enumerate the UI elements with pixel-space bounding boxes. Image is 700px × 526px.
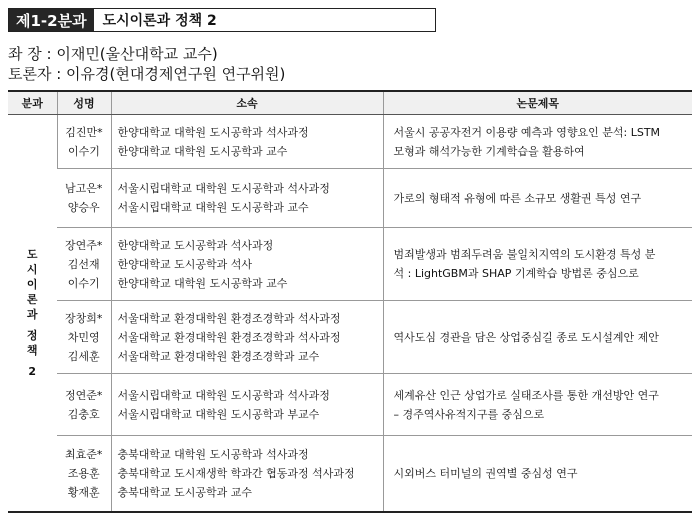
- session-char: 책: [26, 343, 38, 357]
- affiliation: 서울대학교 환경대학원 환경조경학과 석사과정: [117, 330, 341, 344]
- header-affiliation: 소속: [111, 91, 383, 115]
- author-name: 김선재: [67, 257, 100, 271]
- author-name: 남고은*: [65, 182, 103, 195]
- session-char: 론: [26, 292, 38, 306]
- paper-title-line: 가로의 형태적 유형에 따른 소규모 생활권 특성 연구: [393, 191, 642, 205]
- table-row: [8, 228, 692, 301]
- author-name: 김진만*: [65, 125, 103, 139]
- paper-title-line: 서울시 공공자전거 이용량 예측과 영향요인 분석: LSTM: [393, 125, 661, 139]
- author-names: [57, 115, 111, 169]
- table-row: [8, 301, 692, 374]
- paper-title: [383, 169, 692, 228]
- affiliations: [111, 436, 383, 512]
- table-row: [8, 115, 692, 169]
- chair-line: 좌 장 : 이재민(울산대학교 교수): [8, 45, 218, 63]
- author-names: [57, 228, 111, 301]
- affiliation: 서울시립대학교 대학원 도시공학과 교수: [117, 201, 309, 214]
- author-name: 차민영: [67, 330, 100, 344]
- author-name: 김세훈: [67, 349, 100, 363]
- author-names: [57, 169, 111, 228]
- header-name: 성명: [57, 91, 111, 115]
- paper-title: [383, 301, 692, 374]
- session-char: 과: [26, 307, 38, 321]
- affiliation: 한양대학교 대학원 도시공학과 교수: [117, 276, 288, 290]
- author-name: 황재훈: [67, 485, 100, 499]
- affiliation: 서울대학교 환경대학원 환경조경학과 석사과정: [117, 311, 341, 325]
- author-name: 장연주*: [65, 238, 103, 252]
- table-row: [8, 169, 692, 228]
- session-tag: 제1-2분과: [9, 9, 94, 31]
- session-title: 도시이론과 정책 2: [102, 13, 217, 29]
- paper-title: [383, 115, 692, 169]
- author-names: [57, 301, 111, 374]
- chair-info: [8, 44, 285, 84]
- affiliations: [111, 228, 383, 301]
- author-name: 양승우: [67, 201, 100, 214]
- table-row: [8, 374, 692, 436]
- paper-title: [383, 374, 692, 436]
- affiliations: [111, 374, 383, 436]
- affiliation: 충북대학교 도시재생학 학과간 협동과정 석사과정: [117, 466, 355, 480]
- session-char: 이: [26, 277, 38, 291]
- session-header: [8, 8, 436, 32]
- affiliation: 한양대학교 대학원 도시공학과 교수: [117, 144, 288, 158]
- affiliation: 충북대학교 대학원 도시공학과 석사과정: [117, 447, 309, 461]
- paper-title-line: 시외버스 터미널의 권역별 중심성 연구: [393, 466, 578, 480]
- affiliation: 한양대학교 도시공학과 석사과정: [117, 238, 274, 252]
- affiliation: 서울대학교 환경대학원 환경조경학과 교수: [117, 349, 320, 363]
- affiliation: 서울시립대학교 대학원 도시공학과 석사과정: [117, 388, 330, 402]
- affiliation: 서울시립대학교 대학원 도시공학과 석사과정: [117, 182, 330, 195]
- paper-title-line: 모형과 해석가능한 기계학습을 활용하여: [393, 144, 585, 158]
- affiliation: 서울시립대학교 대학원 도시공학과 부교수: [117, 407, 320, 421]
- paper-table: [8, 90, 692, 513]
- table-row: [8, 436, 692, 512]
- paper-title: [383, 436, 692, 512]
- author-name: 최효준*: [65, 447, 103, 461]
- author-names: [57, 374, 111, 436]
- author-name: 이수기: [67, 276, 100, 290]
- author-name: 조용훈: [67, 466, 100, 480]
- paper-title-line: 세계유산 인근 상업가로 실태조사를 통한 개선방안 연구: [393, 388, 659, 402]
- affiliation: 한양대학교 대학원 도시공학과 석사과정: [117, 125, 309, 139]
- author-name: 김충호: [67, 407, 100, 421]
- paper-title-line: – 경주역사유적지구를 중심으로: [393, 407, 545, 421]
- affiliation: 충북대학교 도시공학과 교수: [117, 485, 253, 499]
- discussant-line: 토론자 : 이유경(현대경제연구원 연구위원): [8, 65, 286, 83]
- author-name: 이수기: [68, 144, 100, 158]
- affiliations: [111, 169, 383, 228]
- table-header-row: [8, 91, 692, 115]
- paper-title-line: 역사도심 경관을 담은 상업중심길 종로 도시설계안 제안: [393, 330, 659, 344]
- paper-title-line: 범죄발생과 범죄두려움 불일치지역의 도시환경 특성 분: [393, 248, 656, 261]
- author-name: 정연준*: [65, 388, 103, 402]
- header-paper-title: 논문제목: [383, 91, 692, 115]
- session-char: 도: [26, 247, 38, 261]
- session-char: 시: [26, 262, 38, 276]
- author-name: 장창희*: [65, 311, 103, 325]
- session-name-cell: [8, 115, 57, 512]
- session-char: 2: [28, 364, 37, 378]
- paper-title: [383, 228, 692, 301]
- header-session: 분과: [8, 91, 57, 115]
- affiliation: 한양대학교 도시공학과 석사: [117, 257, 253, 271]
- affiliations: [111, 115, 383, 169]
- affiliations: [111, 301, 383, 374]
- session-char: 정: [26, 328, 38, 342]
- paper-title-line: 석 : LightGBM과 SHAP 기계학습 방법론 중심으로: [393, 267, 639, 280]
- author-names: [57, 436, 111, 512]
